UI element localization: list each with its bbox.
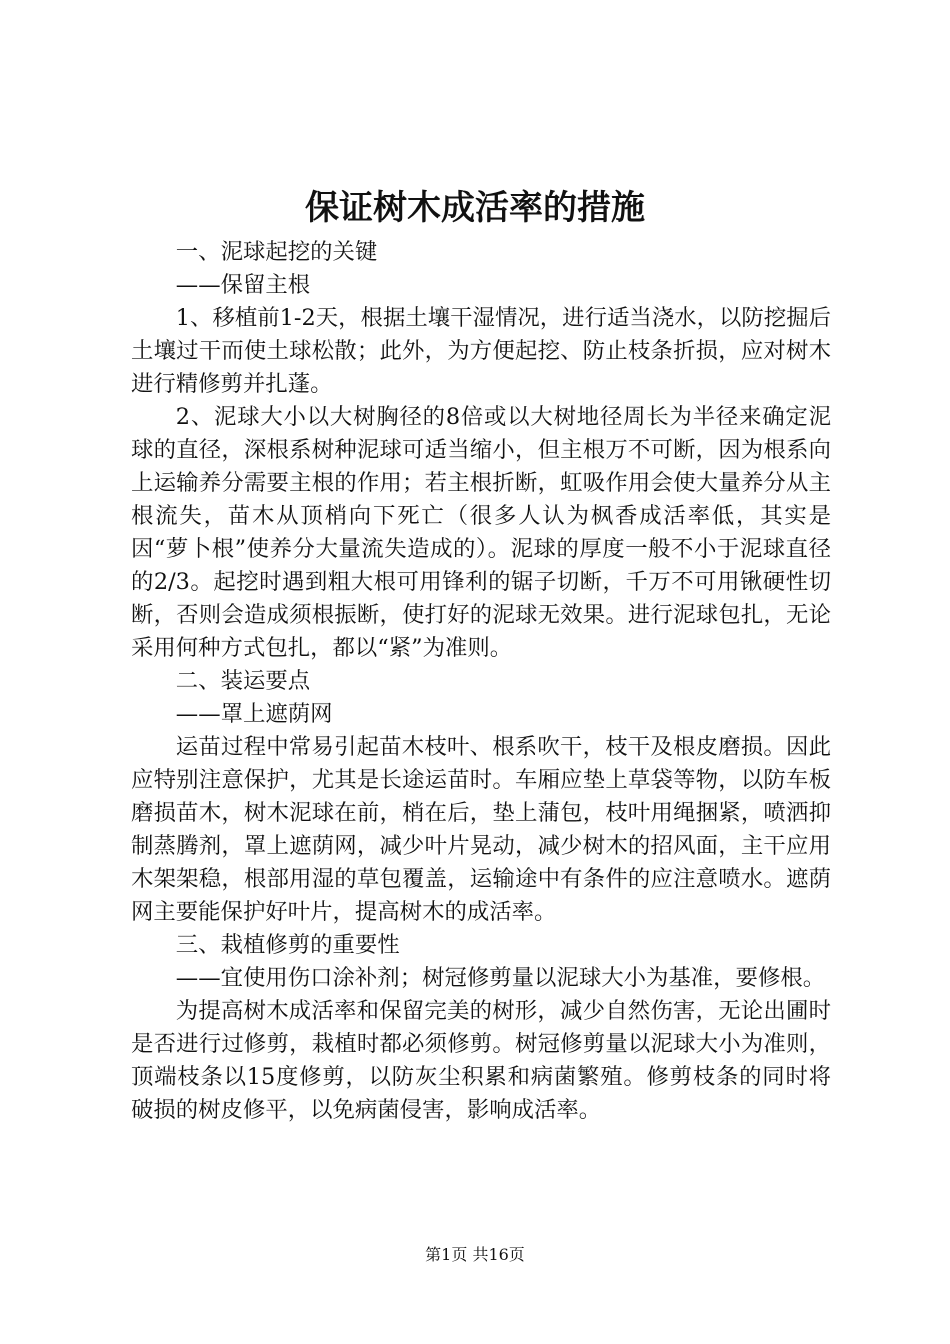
section-heading-3: 三、栽植修剪的重要性 <box>175 932 400 958</box>
section-subheading-3: ——宜使用伤口涂补剂；树冠修剪量以泥球大小为基准，要修根。 <box>175 965 826 991</box>
body-paragraph-3: 运苗过程中常易引起苗木枝叶、根系吹干，枝干及根皮磨损。因此应特别注意保护，尤其是长途运苗时。车厢应垫上草袋等物，以防车板磨损苗木，树木泥球在前，梢在后，垫上蒲包，枝叶用绳捆紧，喷洒抑制蒸腾剂，罩上遮荫网，减少叶片晃动，减少树木的招风面，主干应用木架架稳，根部用湿的草包覆盖，运输途中有条件的应注意喷水。遮荫网主要能保护好叶片，提高树木的成活率。 <box>131 734 831 925</box>
document-body <box>131 236 831 1127</box>
body-paragraph-1: 1、移植前1-2天，根据土壤干湿情况，进行适当浇水，以防挖掘后土壤过干而使土球松散；此外，为方便起挖、防止枝条折损，应对树木进行精修剪并扎蓬。 <box>131 305 831 397</box>
section-heading-1: 一、泥球起挖的关键 <box>175 239 378 265</box>
section-heading-2: 二、装运要点 <box>175 668 311 694</box>
body-paragraph-2: 2、泥球大小以大树胸径的8倍或以大树地径周长为半径来确定泥球的直径，深根系树种泥球可适当缩小，但主根万不可断，因为根系向上运输养分需要主根的作用；若主根折断，虹吸作用会使大量养分从主根流失，苗木从顶梢向下死亡（很多人认为枫香成活率低，其实是因“萝卜根”使养分大量流失造成的）。泥球的厚度一般不小于泥球直径的2/3。起挖时遇到粗大根可用锋利的锯子切断，千万不可用锹硬性切断，否则会造成须根振断，使打好的泥球无效果。进行泥球包扎，无论采用何种方式包扎，都以“紧”为准则。 <box>131 404 831 661</box>
section-subheading-2: ——罩上遮荫网 <box>175 701 333 727</box>
body-paragraph-4: 为提高树木成活率和保留完美的树形，减少自然伤害，无论出圃时是否进行过修剪，栽植时都必须修剪。树冠修剪量以泥球大小为准则，顶端枝条以15度修剪，以防灰尘积累和病菌繁殖。修剪枝条的同时将破损的树皮修平，以免病菌侵害，影响成活率。 <box>131 998 831 1123</box>
page-footer: 第1页 共16页 <box>425 1245 525 1264</box>
section-subheading-1: ——保留主根 <box>175 272 311 298</box>
document-title: 保证树木成活率的措施 <box>305 188 645 228</box>
